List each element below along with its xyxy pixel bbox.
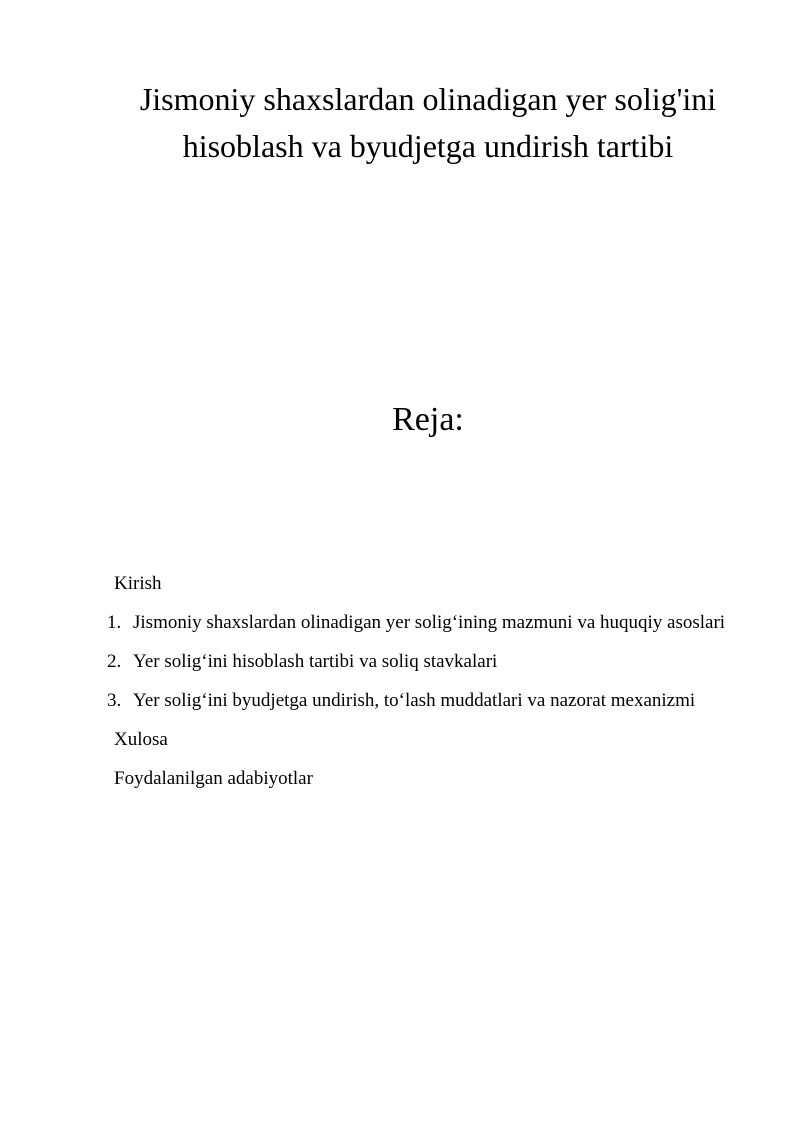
toc-item-3 bbox=[107, 687, 744, 715]
plan-heading: Reja: bbox=[392, 401, 464, 438]
table-of-contents bbox=[107, 570, 744, 804]
toc-intro: Kirish bbox=[114, 573, 162, 594]
toc-item-text: Yer solig‘ini byudjetga undirish, to‘lash muddatlari va nazorat mexanizmi bbox=[133, 690, 696, 711]
toc-item-number: 2. bbox=[107, 651, 122, 672]
toc-item-2 bbox=[107, 648, 744, 676]
toc-item-number: 1. bbox=[107, 612, 122, 633]
toc-item-number: 3. bbox=[107, 690, 122, 711]
toc-item-1 bbox=[107, 609, 744, 637]
toc-conclusion: Xulosa bbox=[114, 729, 168, 750]
toc-item-text: Jismoniy shaxslardan olinadigan yer solig‘ining mazmuni va huquqiy asoslari bbox=[133, 612, 726, 633]
document-title: Jismoniy shaxslardan olinadigan yer solig'ini hisoblash va byudjetga undirish tartibi bbox=[139, 81, 717, 164]
toc-item-text: Yer solig‘ini hisoblash tartibi va soliq stavkalari bbox=[133, 651, 498, 672]
toc-references: Foydalanilgan adabiyotlar bbox=[114, 768, 313, 789]
